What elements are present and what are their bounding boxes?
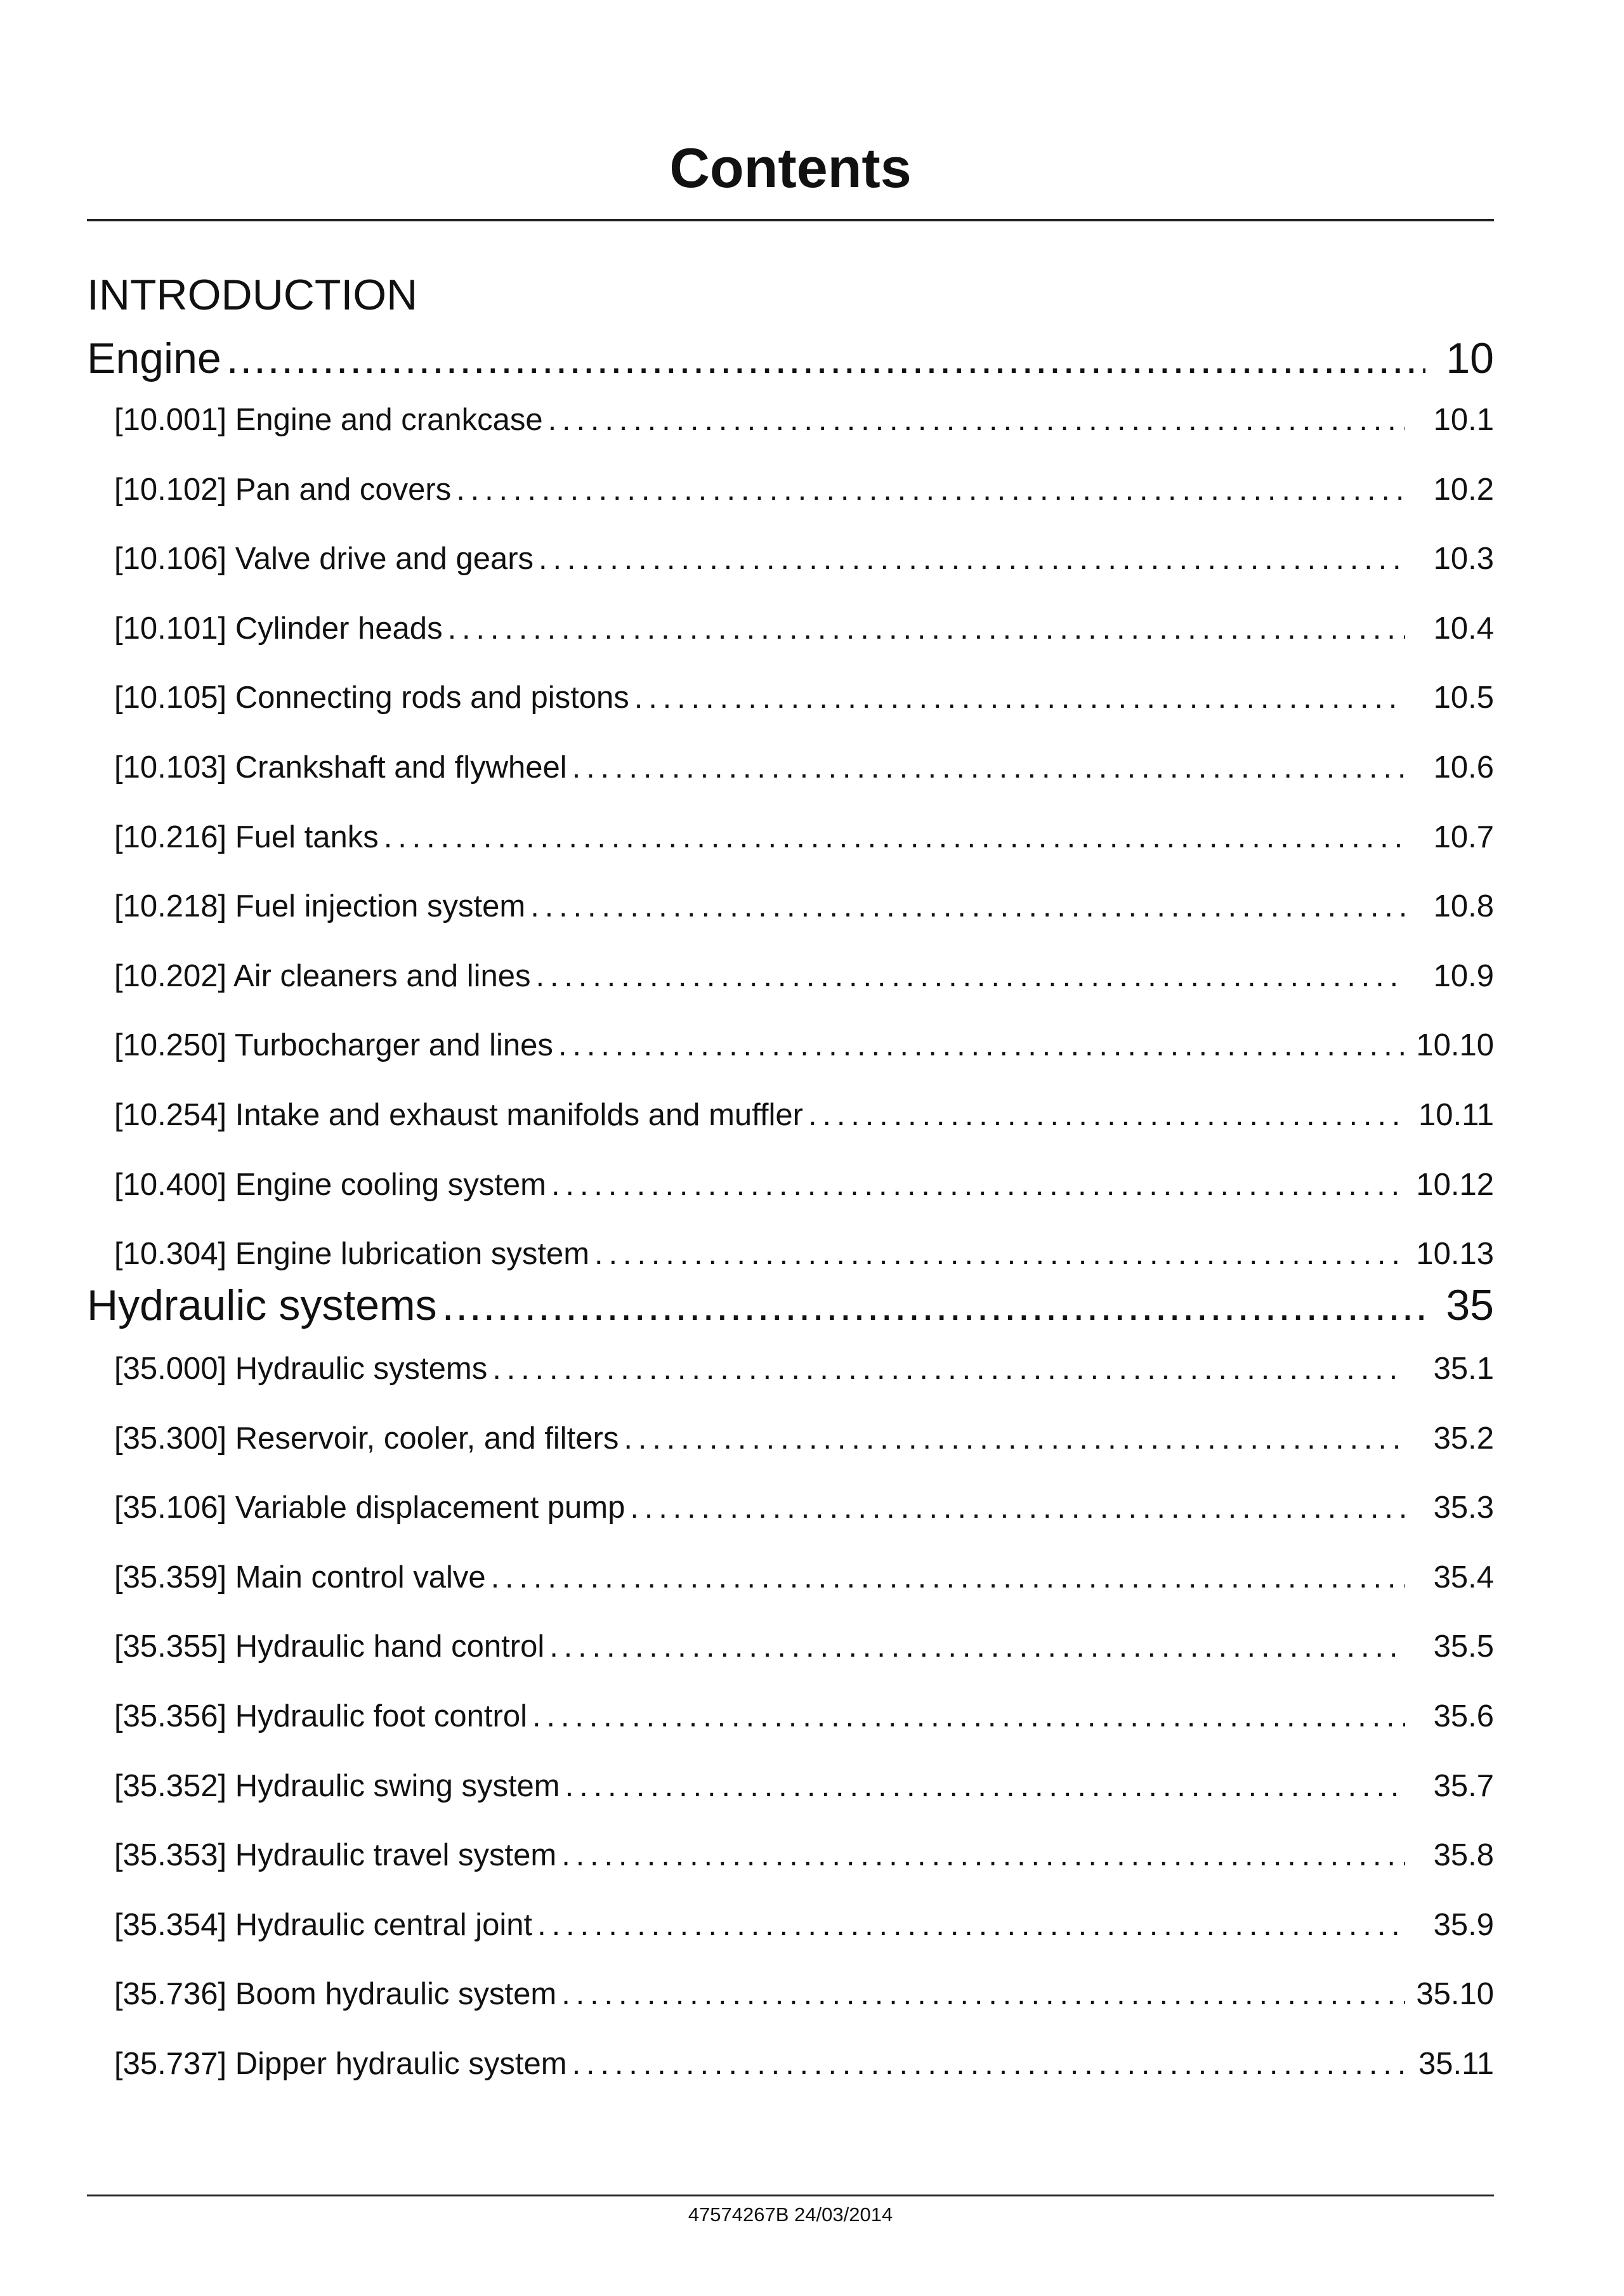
toc-section-page: 35.1 [1433,1352,1494,1386]
toc-section-page: 35.11 [1418,2047,1494,2081]
toc-section-title: [10.105] Connecting rods and pistons [114,681,629,715]
title-divider [87,219,1494,221]
introduction-heading: INTRODUCTION [87,271,418,319]
toc-section-entry[interactable] [114,1026,1494,1064]
toc-dot-leader [537,1906,1405,1944]
page-title: Contents [669,136,912,199]
toc-dot-leader [535,957,1405,995]
toc-section-entry[interactable] [114,1627,1494,1666]
toc-section-title: [35.354] Hydraulic central joint [114,1908,533,1942]
toc-dot-leader [630,1489,1405,1527]
toc-section-page: 10.9 [1433,959,1494,993]
toc-section-page: 10.4 [1433,611,1494,646]
toc-section-entry[interactable] [114,1558,1494,1596]
toc-section-page: 10.1 [1433,403,1494,437]
toc-dot-leader [539,540,1405,578]
toc-section-title: [35.736] Boom hydraulic system [114,1977,557,2011]
toc-section-title: [35.352] Hydraulic swing system [114,1769,560,1803]
toc-section-title: [10.001] Engine and crankcase [114,403,543,437]
toc-chapter-page: 10 [1446,334,1494,382]
toc-section-entry[interactable] [114,887,1494,925]
toc-chapter-page: 35 [1446,1281,1494,1329]
toc-section-title: [10.101] Cylinder heads [114,611,443,646]
toc-section-title: [10.106] Valve drive and gears [114,542,534,576]
toc-section-entry[interactable] [114,1906,1494,1944]
document-footer: 47574267B 24/03/2014 [688,2203,893,2226]
toc-section-entry[interactable] [114,610,1494,648]
toc-chapter-entry[interactable] [87,333,1494,384]
toc-section-entry[interactable] [114,1489,1494,1527]
toc-section-entry[interactable] [114,957,1494,995]
toc-dot-leader [572,2045,1405,2083]
toc-section-page: 35.4 [1433,1560,1494,1595]
toc-section-entry[interactable] [114,1975,1494,2013]
toc-section-title: [10.216] Fuel tanks [114,820,379,854]
toc-section-page: 10.7 [1433,820,1494,854]
toc-dot-leader [456,471,1405,509]
toc-dot-leader [448,610,1405,648]
toc-section-title: [10.218] Fuel injection system [114,889,526,923]
toc-dot-leader [492,1350,1405,1388]
contents-page [87,0,1494,2296]
toc-section-page: 10.2 [1433,473,1494,507]
toc-section-title: [10.304] Engine lubrication system [114,1237,590,1271]
toc-section-entry[interactable] [114,1697,1494,1735]
toc-section-title: [35.000] Hydraulic systems [114,1352,488,1386]
toc-section-page: 10.3 [1433,542,1494,576]
toc-section-page: 10.12 [1416,1168,1494,1202]
toc-section-page: 35.7 [1433,1769,1494,1803]
toc-section-title: [10.102] Pan and covers [114,473,452,507]
toc-section-page: 10.10 [1416,1028,1494,1062]
toc-dot-leader [565,1767,1405,1805]
toc-section-title: [35.356] Hydraulic foot control [114,1699,527,1733]
toc-section-title: [35.353] Hydraulic travel system [114,1838,557,1872]
toc-dot-leader [442,1280,1425,1331]
toc-section-page: 10.6 [1433,750,1494,785]
toc-section-title: [35.737] Dipper hydraulic system [114,2047,567,2081]
toc-chapter-title: Engine [87,334,221,382]
toc-section-entry[interactable] [114,1836,1494,1874]
toc-section-page: 10.8 [1433,889,1494,923]
toc-section-title: [35.355] Hydraulic hand control [114,1629,545,1664]
toc-dot-leader [530,887,1405,925]
toc-dot-leader [561,1836,1405,1874]
toc-chapter-entry[interactable] [87,1280,1494,1331]
toc-section-page: 10.11 [1418,1098,1494,1132]
toc-section-entry[interactable] [114,2045,1494,2083]
toc-dot-leader [572,748,1405,786]
toc-section-title: [10.250] Turbocharger and lines [114,1028,553,1062]
toc-section-title: [35.106] Variable displacement pump [114,1490,625,1525]
toc-dot-leader [808,1096,1405,1134]
toc-section-entry[interactable] [114,540,1494,578]
toc-section-entry[interactable] [114,1767,1494,1805]
toc-section-page: 35.8 [1433,1838,1494,1872]
toc-section-page: 35.6 [1433,1699,1494,1733]
toc-section-page: 35.5 [1433,1629,1494,1664]
toc-dot-leader [226,333,1425,384]
toc-section-entry[interactable] [114,679,1494,717]
toc-section-entry[interactable] [114,1419,1494,1458]
toc-dot-leader [551,1166,1405,1204]
toc-dot-leader [491,1558,1405,1596]
toc-dot-leader [558,1026,1405,1064]
toc-section-entry[interactable] [114,1235,1494,1273]
toc-section-page: 10.13 [1416,1237,1494,1271]
toc-section-title: [10.202] Air cleaners and lines [114,959,531,993]
toc-section-title: [35.300] Reservoir, cooler, and filters [114,1421,619,1456]
toc-dot-leader [384,818,1405,856]
toc-section-title: [10.400] Engine cooling system [114,1168,546,1202]
toc-dot-leader [532,1697,1405,1735]
toc-dot-leader [548,401,1405,439]
toc-dot-leader [634,679,1405,717]
toc-section-entry[interactable] [114,1166,1494,1204]
toc-dot-leader [561,1975,1405,2013]
toc-section-title: [35.359] Main control valve [114,1560,486,1595]
toc-section-page: 10.5 [1433,681,1494,715]
toc-section-title: [10.103] Crankshaft and flywheel [114,750,567,785]
toc-section-page: 35.3 [1433,1490,1494,1525]
toc-chapter-title: Hydraulic systems [87,1281,437,1329]
toc-section-title: [10.254] Intake and exhaust manifolds and muffler [114,1098,803,1132]
toc-section-entry[interactable] [114,1096,1494,1134]
toc-dot-leader [549,1627,1405,1666]
toc-dot-leader [624,1419,1405,1458]
toc-section-page: 35.2 [1433,1421,1494,1456]
footer-divider [87,2195,1494,2196]
toc-section-entry[interactable] [114,401,1494,439]
toc-section-entry[interactable] [114,471,1494,509]
toc-section-page: 35.9 [1433,1908,1494,1942]
toc-dot-leader [594,1235,1405,1273]
toc-section-page: 35.10 [1416,1977,1494,2011]
toc-section-entry[interactable] [114,1350,1494,1388]
toc-section-entry[interactable] [114,748,1494,786]
toc-section-entry[interactable] [114,818,1494,856]
